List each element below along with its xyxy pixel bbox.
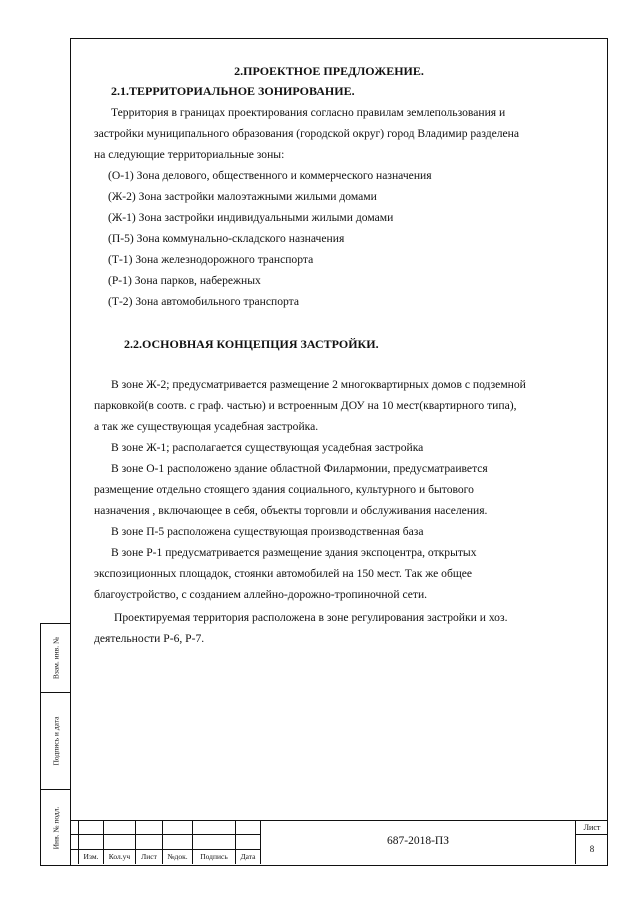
body-line: В зоне Ж-1; располагается существующая усадебная застройка: [111, 441, 424, 454]
tb-header-kol: Кол.уч: [108, 852, 131, 861]
body-line: парковкой(в соотв. с граф. частью) и встроенным ДОУ на 10 мест(квартирного типа),: [94, 399, 517, 412]
zone-item: (Р-1) Зона парков, набережных: [108, 274, 261, 287]
subsection-2-title: 2.2.ОСНОВНАЯ КОНЦЕПЦИЯ ЗАСТРОЙКИ.: [124, 337, 379, 351]
zone-item: (Т-2) Зона автомобильного транспорта: [108, 295, 300, 308]
body-line: размещение отдельно стоящего здания социального, культурного и бытового: [94, 483, 474, 496]
intro-line: Территория в границах проектирования согласно правилам землепользования и: [111, 106, 506, 119]
zone-item: (Ж-2) Зона застройки малоэтажными жилыми домами: [108, 190, 377, 203]
body-line: В зоне Р-1 предусматривается размещение здания экспоцентра, открытых: [111, 546, 477, 559]
body-line: а так же существующая усадебная застройка.: [94, 420, 319, 433]
title-block-rule: [70, 820, 608, 821]
intro-line: застройки муниципального образования (городской округ) город Владимир разделена: [94, 127, 520, 140]
zone-item: (Т-1) Зона железнодорожного транспорта: [108, 253, 314, 266]
side-label-vzam: Взам. инв. №: [51, 636, 61, 680]
body-line: благоустройство, с созданием аллейно-дорожно-тропиночной сети.: [94, 588, 428, 601]
body-line: деятельности Р-6, Р-7.: [94, 632, 205, 645]
document-code: 687-2018-ПЗ: [387, 835, 449, 847]
tb-header-izm: Изм.: [83, 852, 99, 861]
intro-line: на следующие территориальные зоны:: [94, 148, 285, 161]
title-block-rule: [70, 834, 260, 835]
section-title: 2.ПРОЕКТНОЕ ПРЕДЛОЖЕНИЕ.: [234, 64, 424, 78]
body-line: Проектируемая территория расположена в зоне регулирования застройки и хоз.: [114, 611, 508, 624]
side-cell-podpis: [41, 693, 71, 790]
tb-header-ndok: №док.: [167, 852, 188, 861]
side-stamp: [40, 623, 71, 866]
body-line: В зоне Ж-2; предусматривается размещение 2 многоквартирных домов с подземной: [111, 378, 526, 391]
side-cell-inv: [41, 790, 71, 865]
body-line: В зоне О-1 расположено здание областной Филармонии, предусматраивется: [111, 462, 488, 475]
side-label-inv: Инв. № подл.: [51, 806, 61, 849]
title-block: [70, 820, 608, 864]
body-line: экспозиционных площадок, стоянки автомобилей на 150 мест. Так же общее: [94, 567, 473, 580]
tb-header-podpis: Подпись: [200, 852, 228, 861]
tb-header-data: Дата: [240, 852, 256, 861]
sheet-number: 8: [589, 844, 595, 854]
side-label-podpis: Подпись и дата: [51, 716, 61, 766]
zone-item: (О-1) Зона делового, общественного и коммерческого назначения: [108, 169, 432, 182]
body-line: В зоне П-5 расположена существующая производственная база: [111, 525, 424, 538]
subsection-1-title: 2.1.ТЕРРИТОРИАЛЬНОЕ ЗОНИРОВАНИЕ.: [111, 84, 355, 98]
zone-item: (Ж-1) Зона застройки индивидуальными жилыми домами: [108, 211, 394, 224]
zone-item: (П-5) Зона коммунально-складского назначения: [108, 232, 345, 245]
body-line: назначения , включающее в себя, объекты торговли и обслуживания населения.: [94, 504, 488, 517]
title-block-rule: [575, 834, 608, 835]
title-block-rule: [70, 849, 260, 850]
side-cell-vzam: [41, 624, 71, 693]
sheet-label: Лист: [583, 823, 601, 832]
tb-header-list: Лист: [141, 852, 157, 861]
